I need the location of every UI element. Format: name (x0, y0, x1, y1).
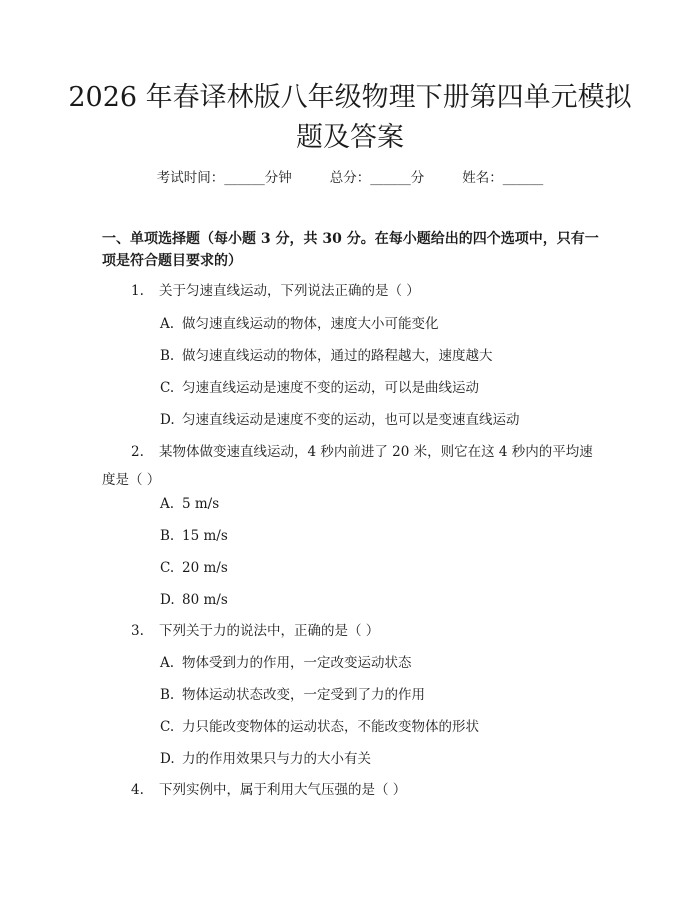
option-letter: C. (160, 380, 175, 396)
total-score-field: 总分：______分 (329, 170, 425, 186)
option-text: 做匀速直线运动的物体，通过的路程越大，速度越大 (182, 348, 493, 364)
question-1-option-b (160, 346, 493, 366)
question-4-stem (131, 780, 406, 800)
question-3-option-b (160, 685, 425, 705)
option-text: 力的作用效果只与力的大小有关 (182, 751, 371, 767)
option-text: 物体运动状态改变，一定受到了力的作用 (182, 687, 425, 703)
option-letter: D. (160, 751, 175, 767)
option-text: 80 m/s (182, 592, 228, 608)
question-3-stem (131, 621, 379, 641)
question-3-option-a (160, 653, 412, 673)
question-2-option-c (160, 558, 228, 578)
option-letter: D. (160, 592, 175, 608)
option-text: 匀速直线运动是速度不变的运动，也可以是变速直线运动 (182, 412, 520, 428)
question-text: 下列实例中，属于利用大气压强的是（ ） (159, 782, 407, 798)
option-text: 15 m/s (182, 528, 228, 544)
question-text: 下列关于力的说法中，正确的是（ ） (159, 623, 380, 639)
question-number: 4. (131, 782, 144, 798)
question-1-stem (131, 281, 420, 301)
question-number: 3. (131, 623, 144, 639)
question-text: 某物体做变速直线运动，4 秒内前进了 20 米，则它在这 4 秒内的平均速度是（ ） (102, 444, 593, 488)
question-text: 关于匀速直线运动，下列说法正确的是（ ） (159, 283, 420, 299)
question-number: 2. (131, 444, 144, 460)
option-letter: A. (160, 496, 175, 512)
question-1-option-d (160, 410, 520, 430)
option-letter: D. (160, 412, 175, 428)
question-number: 1. (131, 283, 144, 299)
question-2-stem (102, 438, 600, 494)
section-heading: 一、单项选择题（每小题 3 分，共 30 分。在每小题给出的四个选项中，只有一项是符合题目要求的） (102, 231, 599, 269)
option-letter: B. (160, 687, 175, 703)
question-3-option-c (160, 717, 479, 737)
question-1-option-c (160, 378, 479, 398)
exam-info-line (0, 168, 700, 188)
option-letter: C. (160, 560, 175, 576)
question-2-option-a (160, 494, 219, 514)
option-letter: A. (160, 655, 175, 671)
option-text: 20 m/s (182, 560, 228, 576)
question-1-option-a (160, 314, 439, 334)
option-text: 5 m/s (182, 496, 220, 512)
option-text: 做匀速直线运动的物体，速度大小可能变化 (182, 316, 439, 332)
name-field: 姓名：______ (462, 170, 544, 186)
option-text: 匀速直线运动是速度不变的运动，可以是曲线运动 (182, 380, 479, 396)
question-2-option-d (160, 590, 228, 610)
option-text: 物体受到力的作用，一定改变运动状态 (182, 655, 412, 671)
question-3-option-d (160, 749, 371, 769)
option-text: 力只能改变物体的运动状态，不能改变物体的形状 (182, 719, 479, 735)
exam-time-field: 考试时间：______分钟 (156, 170, 292, 186)
document-title: 2026 年春译林版八年级物理下册第四单元模拟题及答案 (68, 82, 632, 153)
option-letter: C. (160, 719, 175, 735)
question-2-option-b (160, 526, 228, 546)
option-letter: B. (160, 348, 175, 364)
option-letter: A. (160, 316, 175, 332)
option-letter: B. (160, 528, 175, 544)
